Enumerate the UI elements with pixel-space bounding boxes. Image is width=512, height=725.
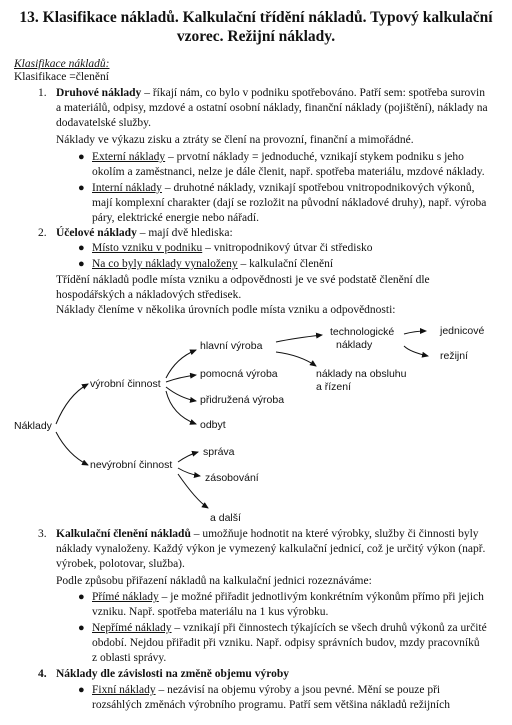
bullet-heading: Externí náklady <box>92 151 166 163</box>
item-4-heading: Náklady dle závislosti na změně objemu výroby <box>56 668 289 680</box>
diagram-node-hlavni: hlavní výroba <box>200 340 263 352</box>
item-2-text: – mají dvě hlediska: <box>136 227 233 239</box>
diagram-node-zasobovani: zásobování <box>205 472 259 484</box>
item-2-line-4: Náklady členíme v několika úrovních podle místa vzniku a odpovědnosti: <box>56 304 396 316</box>
bullet-icon: ● <box>78 182 85 194</box>
bullet-heading: Na co byly náklady vynaloženy <box>92 258 238 270</box>
item-2-line-2: Třídění nákladů podle místa vzniku a odpovědnosti je ve své podstatě členění dle <box>56 274 430 286</box>
arrow-to-vyrobni <box>56 384 88 424</box>
arrow-to-jednicove <box>404 331 426 334</box>
diagram-node-technologicke-line-1: technologické <box>330 326 395 338</box>
item-2-heading: Účelové náklady <box>56 227 137 239</box>
item-3-line-3: výrobek, polotovar, služba). <box>56 558 185 570</box>
item-1-line-2: a materiálů, odpisy, mzdové a ostatní osobní náklady, finanční náklady (pojištění), náklady na <box>56 102 488 114</box>
bullet-heading: Nepřímé náklady <box>92 622 172 634</box>
diagram-node-odbyt: odbyt <box>200 419 226 431</box>
diagram-node-obsluha-line-1: náklady na obsluhu <box>316 368 407 380</box>
item-number: 3. <box>38 528 47 540</box>
item-1-bullet-1-line-2: okolím a zaměstnanci, nelze je dále členit, např. spotřeba materiálu, mzdové náklady. <box>92 166 485 178</box>
bullet-heading: Místo vzniku v podniku <box>92 242 203 254</box>
classification-line: Klasifikace =členění <box>14 71 109 83</box>
bullet-icon: ● <box>78 684 85 696</box>
diagram-node-pridruzena: přidružená výroba <box>200 394 285 406</box>
item-3-text: – umožňuje hodnotit na které výrobky, služby či činnosti byly <box>190 528 479 540</box>
bullet-icon: ● <box>78 242 85 254</box>
arrow-to-sprava <box>178 452 198 462</box>
diagram-node-vyrobni: výrobní činnost <box>90 378 161 390</box>
bullet-text: – vznikají při činnostech týkajících se všech druhů výkonů za určité <box>171 622 487 634</box>
item-2-line-3: hospodářských a nákladových středisek. <box>56 289 242 301</box>
item-3-bullet-2 <box>92 621 487 635</box>
diagram-node-technologicke-line-2: náklady <box>336 339 373 351</box>
bullet-heading: Přímé náklady <box>92 591 159 603</box>
bullet-text: – je možné přiřadit jednotlivým konkrétním výkonům přímo při jejich <box>158 591 484 603</box>
bullet-heading: Fixní náklady <box>92 684 156 696</box>
item-3-bullet-2-line-3: z oblasti správy. <box>92 652 167 664</box>
diagram-node-sprava: správa <box>203 446 235 458</box>
arrow-to-nevyrobni <box>56 432 88 465</box>
arrow-to-a-dalsi <box>178 474 208 508</box>
diagram-node-obsluha-line-2: a řízení <box>316 381 352 393</box>
bullet-icon: ● <box>78 151 85 163</box>
bullet-icon: ● <box>78 622 85 634</box>
item-4-line-1 <box>56 667 289 681</box>
arrow-to-pomocna <box>166 375 196 382</box>
bullet-text: – vnitropodnikový útvar či středisko <box>202 242 373 254</box>
diagram-node-pomocna: pomocná výroba <box>200 368 278 380</box>
bullet-icon: ● <box>78 591 85 603</box>
arrow-to-hlavni <box>166 350 196 378</box>
item-3-heading: Kalkulační členění nákladů <box>56 528 191 540</box>
item-1-line-4: Náklady ve výkazu zisku a ztráty se člení na provozní, finanční a mimořádné. <box>56 134 414 146</box>
bullet-icon: ● <box>78 258 85 270</box>
diagram-node-jednicove: jednicové <box>440 325 485 337</box>
item-number: 4. <box>38 668 47 680</box>
diagram-node-root: Náklady <box>14 420 52 432</box>
arrow-to-zasobovani <box>178 468 200 476</box>
arrow-to-rezijni <box>404 346 428 356</box>
item-3-line-4: Podle způsobu přiřazení nákladů na kalkulační jednici rozeznáváme: <box>56 575 372 587</box>
diagram-node-rezijni: režijní <box>440 350 469 362</box>
item-3-bullet-2-line-2: období. Nejdou přiřadit při vzniku. Např. odpisy správních budov, mzdy pracovníků <box>92 637 480 649</box>
item-3-bullet-1-line-2: vzniku. Např. spotřeba materiálu na 1 kus výrobku. <box>92 606 329 618</box>
page-title-line-2: vzorec. Režijní náklady. <box>176 28 336 45</box>
item-3-bullet-1 <box>92 590 484 604</box>
page-title-line-1: 13. Klasifikace nákladů. Kalkulační třídění nákladů. Typový kalkulační <box>19 9 493 26</box>
section-heading: Klasifikace nákladů: <box>14 58 110 70</box>
item-1-bullet-2-line-2: mají komplexní charakter (dají se rozložit na původní nákladové druhy), např. výroba <box>92 197 487 209</box>
item-1-text: – říkají nám, co bylo v podniku spotřebováno. Patří sem: spotřeba surovin <box>141 87 485 99</box>
diagram-node-technologicke <box>330 326 394 352</box>
item-4-bullet-1-line-2: rozsáhlých změnách výrobního programu. Patří sem většina nákladů režijních <box>92 699 450 711</box>
item-number: 2. <box>38 227 47 239</box>
bullet-text: – kalkulační členění <box>237 258 334 270</box>
item-4-bullet-1 <box>92 683 440 697</box>
bullet-heading: Interní náklady <box>92 182 162 194</box>
item-number: 1. <box>38 87 47 99</box>
item-1-heading: Druhové náklady <box>56 87 142 99</box>
item-3-line-2: náklady vynaloženy. Každý výkon je vymezený kalkulační jednicí, což je určitý výkon (např. <box>56 543 486 555</box>
bullet-text: – druhotné náklady, vznikají spotřebou vnitropodnikových výkonů, <box>161 182 475 194</box>
item-3-line-1 <box>56 527 479 541</box>
diagram-node-nevyrobni: nevýrobní činnost <box>90 459 173 471</box>
diagram-node-obsluha <box>316 368 407 394</box>
diagram-node-a-dalsi: a další <box>210 512 241 524</box>
arrow-to-obsluha <box>276 352 316 366</box>
arrow-to-technologicke <box>276 335 322 342</box>
arrow-to-pridruzena <box>166 387 196 401</box>
item-1-line-3: dodavatelské služby. <box>56 117 152 129</box>
item-1-bullet-2-line-3: páry, elektrické energie nebo nářadí. <box>92 212 259 224</box>
bullet-text: – nezávisí na objemu výroby a jsou pevné. Mění se pouze při <box>155 684 441 696</box>
bullet-text: – prvotní náklady = jednoduché, vznikají stykem podniku s jeho <box>165 151 464 163</box>
